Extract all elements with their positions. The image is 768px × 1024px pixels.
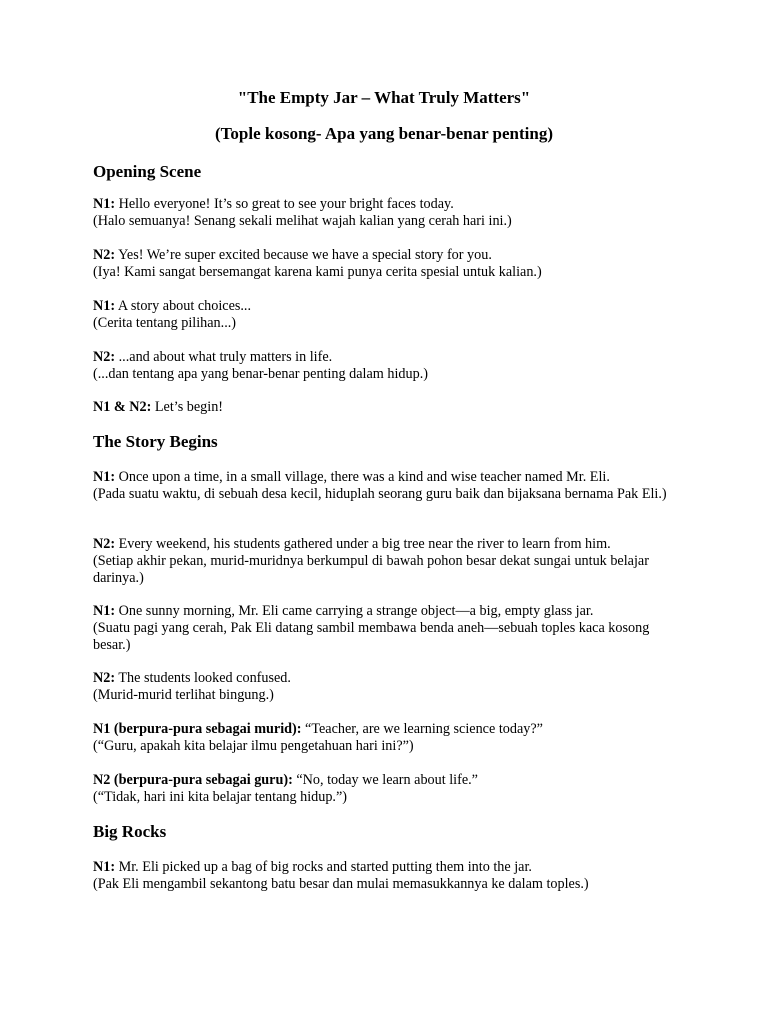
- speaker-label: N2:: [93, 536, 116, 552]
- indonesian-text: (Pada suatu waktu, di sebuah desa kecil, hiduplah seorang guru baik dan bijaksana bernama Pak Eli.): [93, 485, 667, 502]
- indonesian-text: (Setiap akhir pekan, murid-muridnya berkumpul di bawah pohon besar dekat sungai untuk belajar darinya.): [93, 552, 649, 586]
- dialogue-line: [93, 536, 673, 586]
- indonesian-text: (“Guru, apakah kita belajar ilmu pengetahuan hari ini?”): [93, 737, 414, 754]
- english-text: “Teacher, are we learning science today?”: [301, 721, 543, 737]
- english-text: Hello everyone! It’s so great to see your bright faces today.: [115, 196, 454, 212]
- indonesian-text: (Murid-murid terlihat bingung.): [93, 686, 274, 703]
- dialogue-line: [93, 247, 673, 281]
- dialogue-line: [93, 670, 673, 704]
- english-text: Once upon a time, in a small village, there was a kind and wise teacher named Mr. Eli.: [115, 469, 610, 485]
- speaker-label: N1 & N2:: [93, 399, 152, 415]
- section-heading-the-story-begins: The Story Begins: [93, 432, 218, 451]
- dialogue-line: [93, 399, 673, 416]
- english-text: Let’s begin!: [151, 399, 224, 415]
- english-text: “No, today we learn about life.”: [292, 772, 478, 788]
- indonesian-text: (Cerita tentang pilihan...): [93, 314, 237, 331]
- english-text: A story about choices...: [115, 298, 252, 314]
- speaker-label: N2 (berpura-pura sebagai guru):: [93, 772, 293, 788]
- english-text: Yes! We’re super excited because we have a special story for you.: [115, 247, 492, 263]
- indonesian-text: (...dan tentang apa yang benar-benar penting dalam hidup.): [93, 365, 428, 382]
- indonesian-text: (Pak Eli mengambil sekantong batu besar dan mulai memasukkannya ke dalam toples.): [93, 875, 589, 892]
- speaker-label: N1:: [93, 859, 116, 875]
- speaker-label: N2:: [93, 670, 116, 686]
- english-text: ...and about what truly matters in life.: [115, 349, 333, 365]
- indonesian-text: (“Tidak, hari ini kita belajar tentang hidup.”): [93, 788, 347, 805]
- dialogue-line: [93, 859, 673, 893]
- dialogue-line: [93, 721, 673, 755]
- indonesian-text: (Halo semuanya! Senang sekali melihat wajah kalian yang cerah hari ini.): [93, 212, 512, 229]
- dialogue-line: [93, 603, 673, 653]
- english-text: The students looked confused.: [115, 670, 291, 686]
- speaker-label: N2:: [93, 247, 116, 263]
- speaker-label: N1:: [93, 196, 116, 212]
- dialogue-line: [93, 196, 673, 230]
- speaker-label: N1:: [93, 469, 116, 485]
- dialogue-line: [93, 469, 673, 503]
- section-heading-big-rocks: Big Rocks: [93, 822, 167, 841]
- english-text: Every weekend, his students gathered under a big tree near the river to learn from him.: [115, 536, 611, 552]
- section-heading-opening-scene: Opening Scene: [93, 162, 202, 181]
- speaker-label: N1:: [93, 603, 116, 619]
- dialogue-line: [93, 772, 673, 806]
- dialogue-line: [93, 298, 673, 332]
- speaker-label: N2:: [93, 349, 116, 365]
- speaker-label: N1:: [93, 298, 116, 314]
- document-subtitle: (Tople kosong- Apa yang benar-benar penting): [214, 124, 554, 143]
- indonesian-text: (Suatu pagi yang cerah, Pak Eli datang sambil membawa benda aneh—sebuah toples kaca kosong besar.): [93, 619, 650, 653]
- english-text: Mr. Eli picked up a bag of big rocks and started putting them into the jar.: [115, 859, 532, 875]
- indonesian-text: (Iya! Kami sangat bersemangat karena kami punya cerita spesial untuk kalian.): [93, 263, 542, 280]
- speaker-label: N1 (berpura-pura sebagai murid):: [93, 721, 302, 737]
- dialogue-line: [93, 349, 673, 383]
- document-title: "The Empty Jar – What Truly Matters": [237, 88, 531, 107]
- english-text: One sunny morning, Mr. Eli came carrying a strange object—a big, empty glass jar.: [115, 603, 594, 619]
